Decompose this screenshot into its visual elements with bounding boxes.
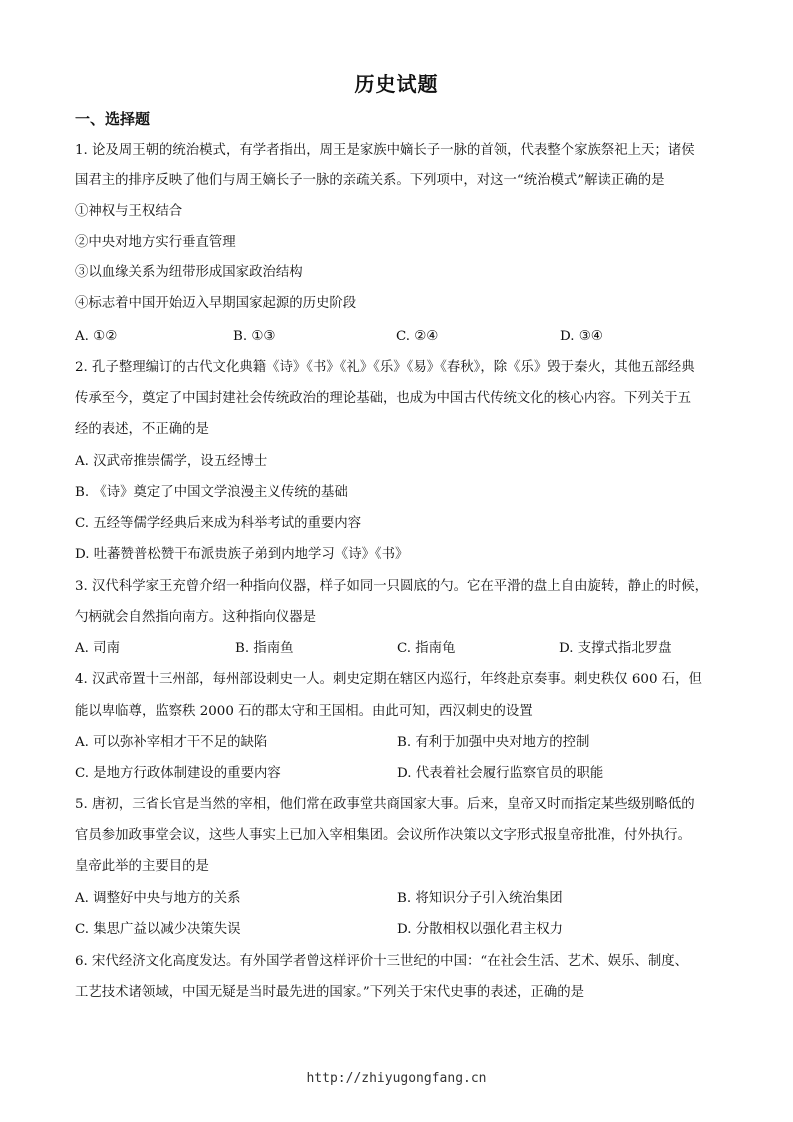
q4-stem-line: 能以卑临尊，监察秩 2000 石的郡太守和王国相。由此可知，西汉刺史的设置 (75, 704, 533, 719)
q6-stem-line: 6. 宋代经济文化高度发达。有外国学者曾这样评价十三世纪的中国：“在社会生活、艺术、娱乐、制度、 (75, 954, 689, 969)
q2-stem-line: 传承至今，奠定了中国封建社会传统政治的理论基础，也成为中国古代传统文化的核心内容。下列关于五 (75, 391, 691, 406)
option-d[interactable]: D. 支撑式指北罗盘 (559, 641, 672, 656)
q6-stem-line: 工艺技术诸领域，中国无疑是当时最先进的国家。”下列关于宋代史事的表述，正确的是 (75, 985, 584, 1000)
q1-item: ①神权与王权结合 (75, 204, 183, 219)
section-heading: 一、选择题 (75, 110, 151, 128)
q3-stem-line: 3. 汉代科学家王充曾介绍一种指向仪器，样子如同一只圆底的勺。它在平滑的盘上自由旋转，静止的时候， (75, 579, 708, 594)
option-c[interactable]: C. ②④ (396, 329, 439, 344)
option-a[interactable]: A. 汉武帝推崇儒学，设五经博士 (75, 454, 268, 469)
q4-stem-line: 4. 汉武帝置十三州部，每州部设刺史一人。刺史定期在辖区内巡行，年终赴京奏事。刺史秩仅 600 石，但 (75, 672, 702, 687)
option-c[interactable]: C. 是地方行政体制建设的重要内容 (75, 766, 281, 781)
q5-stem-line: 5. 唐初，三省长官是当然的宰相，他们常在政事堂共商国家大事。后来，皇帝又时而指定某些级别略低的 (75, 797, 695, 812)
option-a[interactable]: A. 调整好中央与地方的关系 (75, 891, 241, 906)
option-d[interactable]: D. 吐蕃赞普松赞干布派贵族子弟到内地学习《诗》《书》 (75, 547, 409, 562)
option-b[interactable]: B. 将知识分子引入统治集团 (397, 891, 563, 906)
q5-stem-line: 皇帝此举的主要目的是 (75, 859, 209, 874)
q1-item: ③以血缘关系为纽带形成国家政治结构 (75, 265, 303, 280)
page-title: 历史试题 (354, 72, 439, 96)
footer-url[interactable]: http://zhiyugongfang.cn (306, 1071, 487, 1086)
q1-item: ④标志着中国开始迈入早期国家起源的历史阶段 (75, 296, 357, 311)
q1-stem-line: 国君主的排序反映了他们与周王嫡长子一脉的亲疏关系。下列项中，对这一“统治模式”解读正确的是 (75, 173, 665, 188)
option-b[interactable]: B. ①③ (233, 329, 276, 344)
option-d[interactable]: D. 代表着社会履行监察官员的职能 (397, 766, 604, 781)
option-a[interactable]: A. 司南 (75, 641, 120, 656)
option-a[interactable]: A. 可以弥补宰相才干不足的缺陷 (75, 735, 268, 750)
option-b[interactable]: B. 指南鱼 (235, 641, 294, 656)
q5-stem-line: 官员参加政事堂会议，这些人事实上已加入宰相集团。会议所作决策以文字形式报皇帝批准，付外执行。 (75, 828, 691, 843)
option-d[interactable]: D. ③④ (560, 329, 603, 344)
option-a[interactable]: A. ①② (75, 329, 118, 344)
option-b[interactable]: B. 有利于加强中央对地方的控制 (397, 735, 590, 750)
q1-item: ②中央对地方实行垂直管理 (75, 235, 236, 250)
q3-stem-line: 勺柄就会自然指向南方。这种指向仪器是 (75, 610, 317, 625)
option-c[interactable]: C. 集思广益以减少决策失误 (75, 922, 241, 937)
q2-stem-line: 2. 孔子整理编订的古代文化典籍《诗》《书》《礼》《乐》《易》《春秋》，除《乐》毁于秦火，其他五部经典 (75, 360, 695, 375)
option-c[interactable]: C. 五经等儒学经典后来成为科举考试的重要内容 (75, 516, 362, 531)
option-d[interactable]: D. 分散相权以强化君主权力 (397, 922, 564, 937)
option-b[interactable]: B. 《诗》奠定了中国文学浪漫主义传统的基础 (75, 485, 348, 500)
q1-stem-line: 1. 论及周王朝的统治模式，有学者指出，周王是家族中嫡长子一脉的首领，代表整个家族祭祀上天；诸侯 (75, 143, 695, 158)
q2-stem-line: 经的表述，不正确的是 (75, 422, 209, 437)
option-c[interactable]: C. 指南龟 (397, 641, 456, 656)
